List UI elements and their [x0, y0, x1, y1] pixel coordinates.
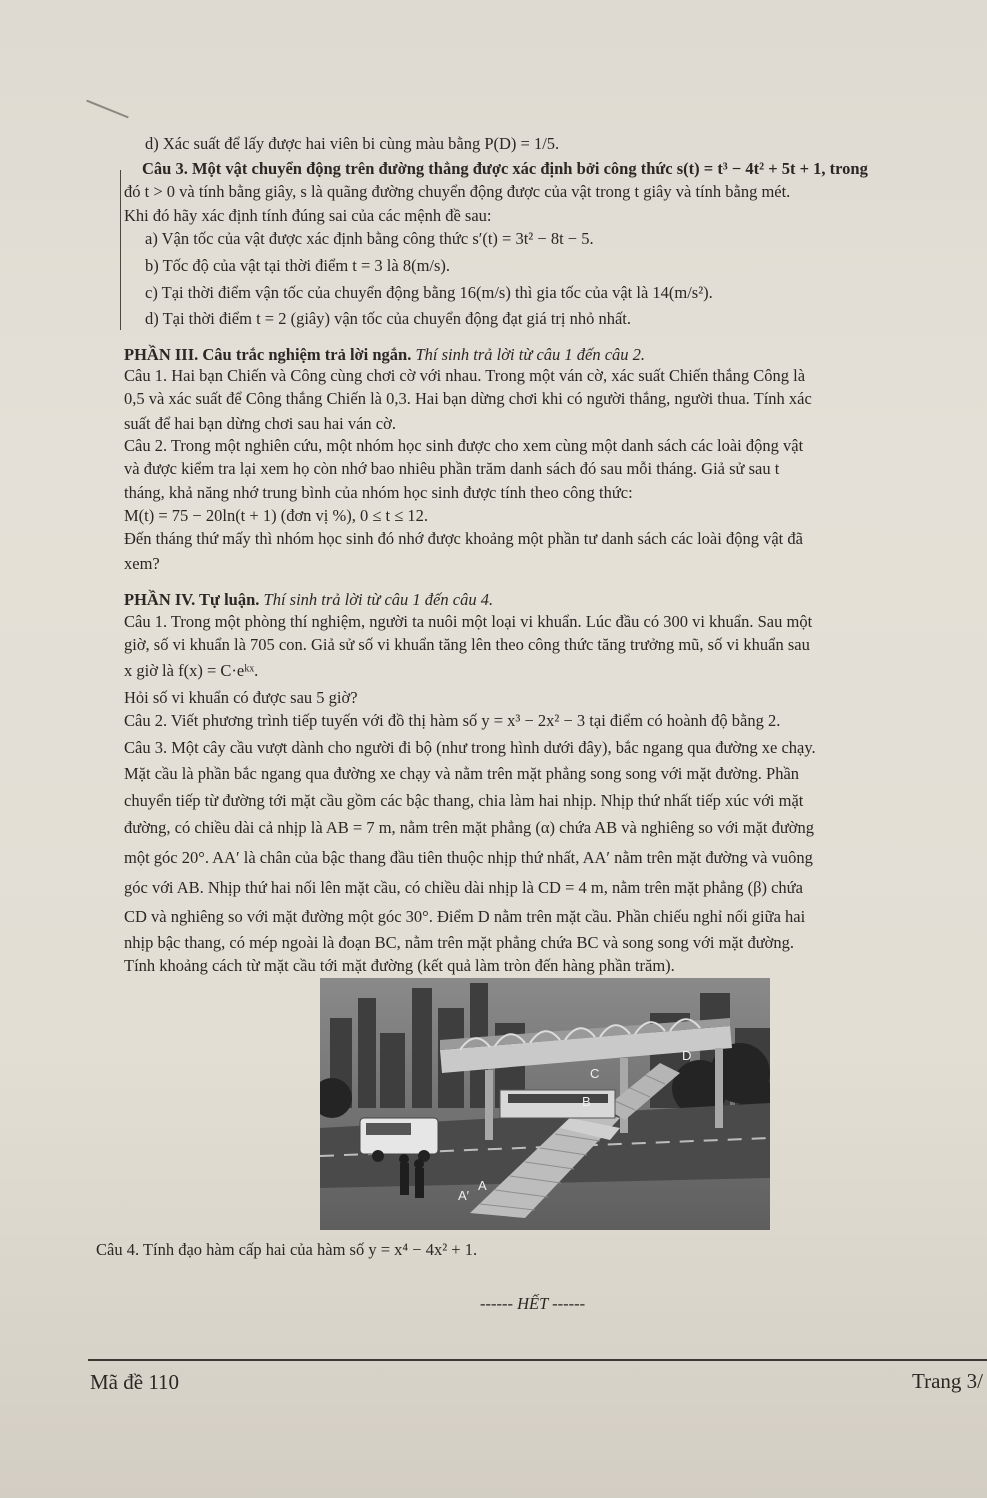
- part4-heading: [124, 590, 493, 610]
- figure-label-b: B: [582, 1094, 591, 1109]
- part4-q4: Câu 4. Tính đạo hàm cấp hai của hàm số y = x⁴ − 4x² + 1.: [96, 1240, 478, 1259]
- part4-q3-line-6: góc với AB. Nhịp thứ hai nối lên mặt cầu, có chiều dài nhịp là CD = 4 m, nằm trên mặt phẳng (β) chứa: [124, 878, 803, 897]
- part4-q1-line-4: Hỏi số vi khuẩn có được sau 5 giờ?: [124, 688, 358, 707]
- part3-q1-line-2: 0,5 và xác suất để Công thắng Chiến là 0,3. Hai bạn dừng chơi khi có người thắng, người thua. Tính xác: [124, 389, 812, 408]
- part4-q3-line-5: một góc 20°. AA′ là chân của bậc thang đầu tiên thuộc nhịp thứ nhất, AA′ nằm trên mặt đường và vuông: [124, 848, 813, 867]
- figure-label-d: D: [682, 1048, 692, 1063]
- part3-title: PHẦN III. Câu trắc nghiệm trả lời ngắn.: [124, 345, 412, 364]
- footbridge-photo: [320, 978, 770, 1230]
- part4-q2: Câu 2. Viết phương trình tiếp tuyến với đồ thị hàm số y = x³ − 2x² − 3 tại điểm có hoành độ bằng 2.: [124, 711, 781, 730]
- margin-bracket: [120, 170, 121, 330]
- footbridge-illustration: [320, 978, 770, 1230]
- q3-line-2: đó t > 0 và tính bằng giây, s là quãng đường chuyển động được của vật trong t giây và tính bằng mét.: [124, 182, 791, 201]
- part4-q1-line-2: giờ, số vi khuẩn là 705 con. Giả sử số vi khuẩn tăng lên theo công thức tăng trưởng mũ, số vi khuẩn sau: [124, 635, 810, 654]
- part4-q1-formula: x giờ là f(x) = C·eᵏˣ.: [124, 661, 259, 680]
- q3-line-3: Khi đó hãy xác định tính đúng sai của các mệnh đề sau:: [124, 206, 492, 225]
- part4-q3-line-8: nhịp bậc thang, có mép ngoài là đoạn BC, nằm trên mặt phẳng chứa BC và song song với mặt đường.: [124, 933, 795, 952]
- figure-label-c: C: [590, 1066, 600, 1081]
- q2-statement-d: d) Xác suất để lấy được hai viên bi cùng màu bằng P(D) = 1/5.: [145, 134, 560, 153]
- part4-q3-line-4: đường, có chiều dài cả nhịp là AB = 7 m, nằm trên mặt phẳng (α) chứa AB và nghiêng so với mặt đường: [124, 818, 815, 837]
- part4-q3-line-2: Mặt cầu là phần bắc ngang qua đường xe chạy và nằm trên mặt phẳng song song với mặt đường. Phần: [124, 764, 800, 783]
- part3-q2-formula: M(t) = 75 − 20ln(t + 1) (đơn vị %), 0 ≤ t ≤ 12.: [124, 506, 429, 525]
- part3-q1-line-3: suất để hai bạn dừng chơi sau hai ván cờ.: [124, 414, 396, 433]
- part3-q2-line-3: tháng, khả năng nhớ trung bình của nhóm học sinh được tính theo công thức:: [124, 483, 633, 502]
- part3-heading: [124, 345, 645, 365]
- paper-fold-mark: [86, 100, 128, 119]
- part3-q2-line-1: Câu 2. Trong một nghiên cứu, một nhóm học sinh được cho xem cùng một danh sách các loài động vật: [124, 436, 804, 455]
- end-mark: ------ HẾT ------: [480, 1294, 586, 1313]
- part3-q2-line-5: Đến tháng thứ mấy thì nhóm học sinh đó nhớ được khoảng một phần tư danh sách các loài động vật đã: [124, 529, 803, 548]
- part3-q1-line-1: Câu 1. Hai bạn Chiến và Công cùng chơi cờ với nhau. Trong một ván cờ, xác suất Chiến thắng Công là: [124, 366, 806, 385]
- part3-note: Thí sinh trả lời từ câu 1 đến câu 2.: [415, 345, 646, 364]
- figure-label-a-prime: A′: [458, 1188, 470, 1203]
- part3-q2-line-6: xem?: [124, 554, 160, 573]
- q3-line-1: Câu 3. Một vật chuyển động trên đường thẳng được xác định bởi công thức s(t) = t³ − 4t² + 5t + 1, trong: [142, 159, 868, 178]
- part4-title: PHẦN IV. Tự luận.: [124, 590, 260, 609]
- q3-statement-d: d) Tại thời điểm t = 2 (giây) vận tốc của chuyển động đạt giá trị nhỏ nhất.: [145, 309, 632, 328]
- q3-statement-b: b) Tốc độ của vật tại thời điểm t = 3 là 8(m/s).: [145, 256, 451, 275]
- figure-label-a: A: [478, 1178, 487, 1193]
- part4-q3-line-1: Câu 3. Một cây cầu vượt dành cho người đi bộ (như trong hình dưới đây), bắc ngang qua đường xe chạy.: [124, 738, 816, 757]
- part4-q3-line-3: chuyển tiếp từ đường tới mặt cầu gồm các bậc thang, chia làm hai nhịp. Nhịp thứ nhất tiếp xúc với mặt: [124, 791, 804, 810]
- footer-rule: [88, 1359, 987, 1361]
- q3-statement-a: a) Vận tốc của vật được xác định bằng công thức s′(t) = 3t² − 8t − 5.: [145, 229, 594, 248]
- page-number: Trang 3/: [912, 1369, 983, 1393]
- part4-q1-line-1: Câu 1. Trong một phòng thí nghiệm, người ta nuôi một loại vi khuẩn. Lúc đầu có 300 vi khuẩn. Sau một: [124, 612, 813, 631]
- part4-q3-line-9: Tính khoảng cách từ mặt cầu tới mặt đường (kết quả làm tròn đến hàng phần trăm).: [124, 956, 675, 975]
- part3-q2-line-2: và được kiểm tra lại xem họ còn nhớ bao nhiêu phần trăm danh sách đó sau mỗi tháng. Giả sử sau t: [124, 459, 780, 478]
- q3-statement-c: c) Tại thời điểm vận tốc của chuyển động bằng 16(m/s) thì gia tốc của vật là 14(m/s²).: [145, 283, 713, 302]
- part4-note: Thí sinh trả lời từ câu 1 đến câu 4.: [263, 590, 494, 609]
- exam-code: Mã đề 110: [90, 1370, 180, 1394]
- part4-q3-line-7: CD và nghiêng so với mặt đường một góc 30°. Điểm D nằm trên mặt cầu. Phần chiếu nghỉ nối giữa hai: [124, 907, 806, 926]
